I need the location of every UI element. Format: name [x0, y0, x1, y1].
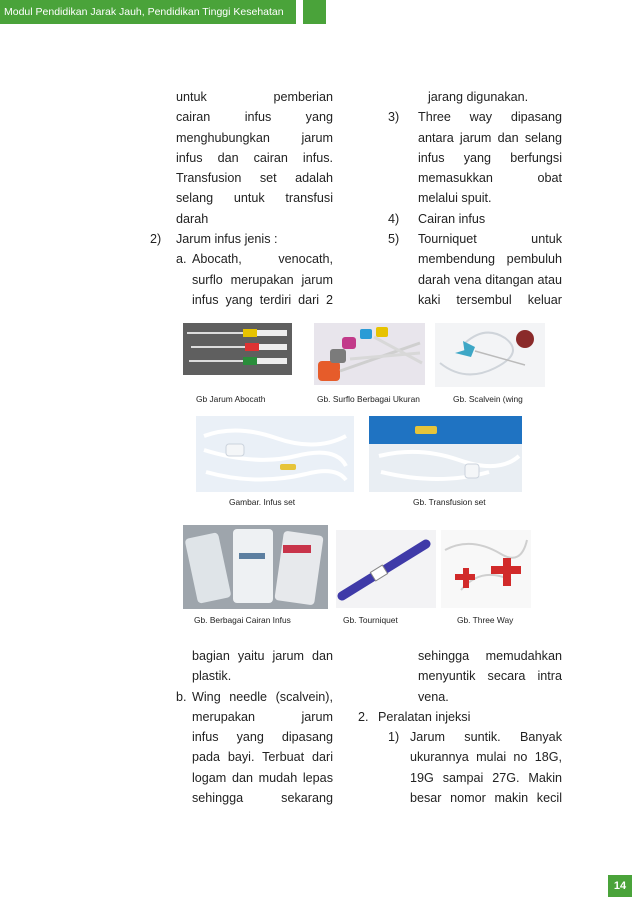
list-item [388, 229, 562, 310]
surflo-illustration [314, 323, 425, 385]
text-line: Wing needle (scalvein), [192, 689, 333, 704]
text-line: Abocath, venocath, [192, 252, 333, 267]
text-line: kaki tersembul keluar [418, 292, 562, 307]
list-marker: 4) [388, 211, 400, 226]
transfusion-set-photo [369, 416, 522, 492]
text-line: logam dan mudah lepas [192, 770, 333, 785]
text-line: untuk pemberian [176, 90, 333, 104]
tourniquet-photo [336, 530, 436, 608]
scalvein-illustration [435, 323, 545, 387]
caption-transfusion-set: Gb. Transfusion set [413, 497, 486, 507]
infus-set-illustration [196, 416, 354, 492]
list-marker: 2. [358, 709, 369, 724]
bottom-left-column [148, 646, 333, 808]
list-item [148, 687, 333, 809]
text-line: bagian yaitu jarum dan [192, 649, 333, 663]
surflo-photo [314, 323, 425, 385]
text-line: darah vena ditangan atau [418, 272, 562, 287]
list-marker: a. [176, 252, 187, 267]
list-item [356, 727, 562, 808]
scalvein-photo [435, 323, 545, 387]
header-accent-square [303, 0, 326, 24]
list-marker: 5) [388, 232, 400, 247]
list-item [148, 229, 333, 249]
header-bar [0, 0, 296, 24]
text-line: antara jarum dan selang [418, 130, 562, 145]
text-line: besar nomor makin kecil [410, 791, 562, 806]
text-line: Jarum suntik. Banyak [410, 730, 562, 745]
list-marker: 1) [388, 730, 400, 745]
text-line: vena. [418, 689, 449, 704]
list-item-text: Jarum infus jenis : [176, 232, 278, 247]
text-line: infus yang terdiri dari 2 [192, 292, 333, 307]
list-item-text: Cairan infus [418, 211, 486, 226]
text-line: ukurannya mulai no 18G, [410, 750, 562, 765]
caption-surflo: Gb. Surflo Berbagai Ukuran [317, 394, 420, 404]
transfusion-set-illustration [369, 416, 522, 492]
text-line: jarang digunakan. [428, 90, 529, 104]
text-line: merupakan jarum [192, 709, 333, 724]
text-line: surflo merupakan jarum [192, 272, 333, 287]
text-line: infus dan cairan infus. [176, 150, 333, 165]
text-line: 19G sampai 27G. Makin [410, 770, 562, 785]
list-item [388, 209, 562, 229]
list-marker: 3) [388, 110, 400, 125]
tourniquet-illustration [336, 530, 436, 608]
infus-set-photo [196, 416, 354, 492]
caption-scalvein: Gb. Scalvein (wing [453, 394, 523, 404]
text-line: plastik. [192, 669, 232, 684]
abocath-illustration [183, 323, 292, 375]
list-item [356, 707, 562, 727]
top-right-column [388, 87, 562, 310]
caption-cairan-infus: Gb. Berbagai Cairan Infus [194, 615, 291, 625]
three-way-illustration [441, 530, 531, 608]
list-item-text: Peralatan injeksi [378, 709, 471, 724]
text-line: Tourniquet untuk [418, 232, 562, 247]
bottom-right-column [356, 646, 562, 808]
list-item [388, 107, 562, 208]
text-line: sehingga memudahkan [418, 649, 562, 663]
text-line: Three way dipasang [418, 110, 562, 125]
caption-three-way: Gb. Three Way [457, 615, 514, 625]
cairan-infus-illustration [183, 525, 328, 609]
text-line: menghubungkan jarum [176, 130, 333, 145]
text-line: menyuntik secara intra [418, 669, 562, 684]
text-line: cairan infus yang [176, 110, 333, 125]
caption-infus-set: Gambar. Infus set [229, 497, 296, 507]
text-line: infus yang berfungsi [418, 150, 562, 165]
text-line: infus yang dipasang [192, 730, 333, 745]
top-left-column [148, 87, 333, 310]
text-line: sehingga sekarang [192, 791, 333, 806]
list-marker: 2) [150, 232, 162, 247]
caption-tourniquet: Gb. Tourniquet [343, 615, 398, 625]
list-item [148, 249, 333, 310]
text-line: membendung pembuluh [418, 252, 562, 267]
text-line: memasukkan obat [418, 171, 562, 186]
text-line: darah [176, 211, 209, 226]
text-line: selang untuk transfusi [176, 191, 333, 206]
text-line: pada bayi. Terbuat dari [192, 750, 333, 765]
header-title: Modul Pendidikan Jarak Jauh, Pendidikan Tinggi Kesehatan [4, 6, 284, 18]
abocath-photo [183, 323, 292, 375]
three-way-photo [441, 530, 531, 608]
list-marker: b. [176, 689, 187, 704]
page-number: 14 [608, 875, 632, 897]
caption-abocath: Gb Jarum Abocath [196, 394, 266, 404]
text-line: Transfusion set adalah [176, 171, 333, 186]
text-line: melalui spuit. [418, 191, 492, 206]
cairan-infus-photo [183, 525, 328, 609]
